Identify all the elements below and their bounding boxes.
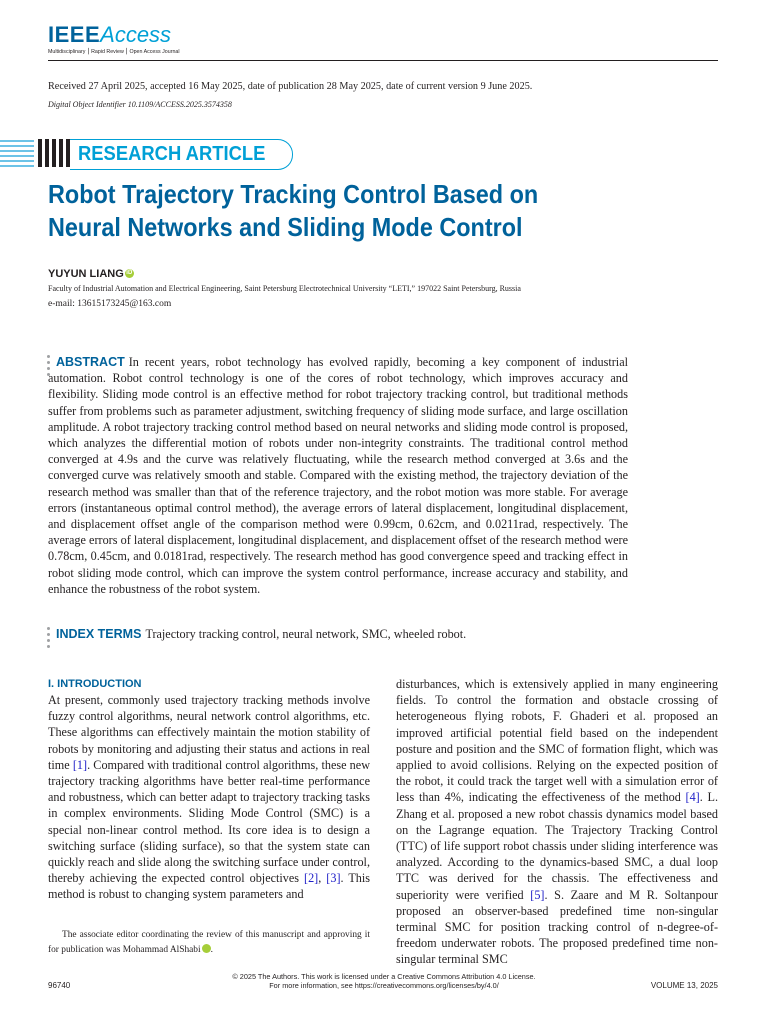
intro-paragraph-left [48, 692, 370, 903]
author-affiliation: Faculty of Industrial Automation and Electrical Engineering, Saint Petersburg Electrotechnical University “LETI,” 197022 Saint Petersburg, Russia [48, 284, 521, 293]
author-email: e-mail: 13615173245@163.com [48, 299, 172, 309]
abstract-text: In recent years, robot technology has evolved rapidly, becoming a key component of industrial automation. Robot control technology is one of the cores of robot technology, which improves accuracy and flexibility. Sliding mode control is an effective method for robot trajectory tracking control, but traditional methods suffer from problems such as parameter adjustment, switching frequency of sliding mode surface, and large oscillation amplitude. A robot trajectory tracking control method based on neural networks and sliding mode control is proposed, which analyzes the differential motion of robots under non-integrity constraints. The traditional control method converged at 4.9s and the curve was relatively fluctuating, while the research method converged at 3.6s and the converged curve was relatively smooth and stable. Compared with the existing method, the trajectory deviation of the research method was smaller than that of the reference trajectory, and the robot motion was more stable. For average errors (instantaneous optimal control method), the average errors of lateral displacement, longitudinal displacement, and displacement offset angle of the comparison method were 0.99cm, 0.62cm, and 0.0211rad, respectively. The average errors of lateral displacement, longitudinal displacement, and displacement offset of the research method were 0.78cm, 0.45cm, and 0.0181rad, respectively. The research method has good convergence speed and tracking effect in robot sliding mode control, which can improve the system control performance, increase accuracy and stability, and enhance the robustness of the robot system. [48, 355, 628, 596]
author-line [48, 268, 134, 280]
intro-paragraph-right [396, 676, 718, 968]
abstract-label: ABSTRACT [56, 355, 125, 369]
received-dates: Received 27 April 2025, accepted 16 May 2025, date of publication 28 May 2025, date of current version 9 June 2025. [48, 81, 533, 92]
index-terms-text: Trajectory tracking control, neural network, SMC, wheeled robot. [145, 627, 467, 641]
intro-text-3: . This method is robust to changing system parameters and [48, 871, 371, 902]
left-column [48, 676, 370, 903]
article-type-label: RESEARCH ARTICLE [78, 143, 266, 165]
intro-text-4: disturbances, which is extensively applied in many engineering fields. To control the formation and obstacle crossing of heterogeneous flying robots, F. Ghaderi et al. proposed an improved artificial potential field based on the independent posture and position and the SMC of formation flight, which was applied to avoid collisions. Relying on the expected position of the robot, it could track the target well with a simulation error of less than 4%, indicating the effectiveness of the method [396, 677, 718, 805]
license-line-2[interactable]: For more information, see https://creativecommons.org/licenses/by/4.0/ [269, 981, 499, 990]
author-name: YUYUN LIANG [48, 268, 124, 280]
abstract [48, 354, 628, 597]
citation-link[interactable]: [3] [326, 871, 341, 886]
section-heading: I. INTRODUCTION [48, 678, 142, 690]
citation-separator: , [318, 871, 327, 886]
citation-link[interactable]: [1] [72, 757, 88, 772]
editor-footnote [48, 928, 370, 958]
footnote-end: . [210, 945, 213, 955]
page-number: 96740 [48, 981, 71, 990]
footnote-text: The associate editor coordinating the review of this manuscript and approving it for publication was Mohammad AlShabi [48, 930, 370, 955]
journal-logo [48, 24, 180, 55]
intro-text-5: . L. Zhang et al. proposed a new robot chassis dynamics model based on the Lagrange equation. The Trajectory Tracking Control (TTC) of life support robot chassis under sliding interference was analyzed. According to the dynamics-based SMC, a dual loop TTC was derived for the chassis. The effectiveness and superiority were verified [396, 790, 718, 902]
logo-tagline: Multidisciplinary ⎮ Rapid Review ⎮ Open Access Journal [48, 49, 180, 55]
index-terms-label: INDEX TERMS [56, 627, 142, 641]
index-terms [48, 626, 648, 642]
citation-link[interactable]: [2] [304, 871, 319, 886]
citation-link[interactable]: [5] [530, 887, 545, 902]
orcid-icon[interactable]: iD [126, 270, 133, 276]
volume-label: VOLUME 13, 2025 [650, 981, 718, 990]
intro-text-1: At present, commonly used trajectory tracking methods involve fuzzy control algorithms, neural network control algorithms, etc. These algorithms can effectively maintain the motion stability of robots by monitoring and adjusting their status and actions in real time [48, 693, 370, 772]
logo-access: Access [100, 22, 172, 47]
citation-link[interactable]: [4] [685, 790, 700, 805]
logo-ieee: IEEE [48, 22, 101, 47]
doi-line: Digital Object Identifier 10.1109/ACCESS.2025.3574358 [48, 100, 232, 109]
intro-text-6: . S. Zaare and M R. Soltanpour proposed an observer-based predefined time non-singular terminal SMC for position tracking control of n-degree-of-freedom underwater robots. The proposed predefined time non-singular terminal SMC [396, 887, 718, 967]
license-line-1: © 2025 The Authors. This work is licensed under a Creative Commons Attribution 4.0 License. [232, 972, 536, 981]
header-rule [48, 60, 718, 61]
article-type-badge [70, 139, 293, 170]
orcid-icon[interactable]: iD [202, 944, 211, 953]
banner-stripes-icon [0, 137, 70, 169]
right-column [396, 676, 718, 968]
paper-title: Robot Trajectory Tracking Control Based on Neural Networks and Sliding Mode Control [48, 179, 539, 242]
intro-text-2: . Compared with traditional control algorithms, these new trajectory tracking algorithms have better real-time performance and robustness, which can better adapt to trajectory tracking tasks in complex environments. Sliding Mode Control (SMC) is a special non-linear control method. Its core idea is to design a switching surface (sliding surface), so that the system state can quickly reach and slide along the switching surface under control, thereby achieving the expected control objectives [48, 757, 370, 886]
